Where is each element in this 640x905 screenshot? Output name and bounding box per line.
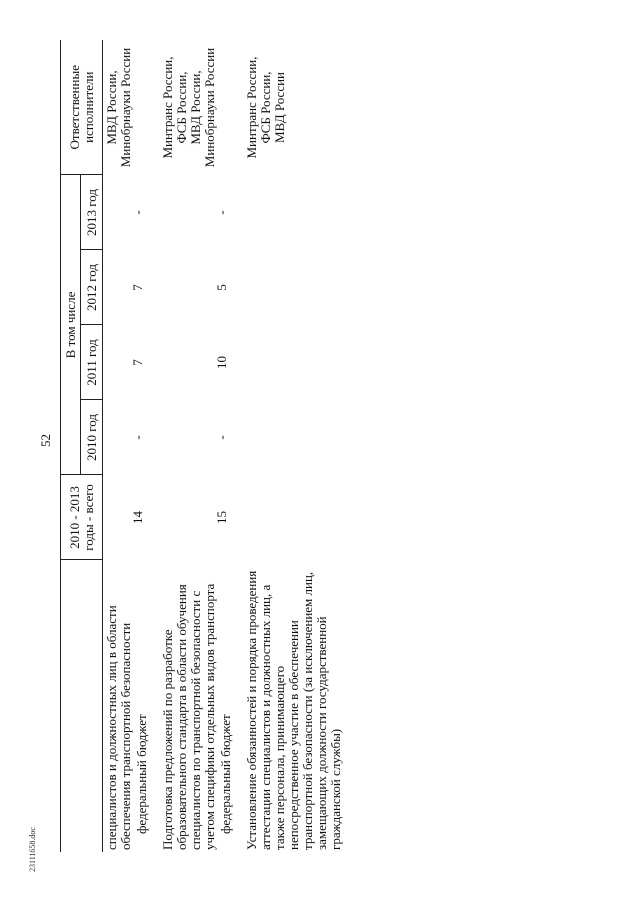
responsible-line: МВД России, bbox=[188, 70, 203, 145]
cell-2010: - bbox=[214, 435, 229, 440]
header-period-total: 2010 - 2013 годы - всего bbox=[61, 475, 103, 560]
cell-2013 bbox=[243, 175, 343, 250]
cell-2010 bbox=[243, 400, 343, 475]
cell-responsible bbox=[103, 40, 150, 175]
table-row bbox=[159, 40, 233, 852]
cell-2010: - bbox=[130, 435, 145, 440]
cell-2012 bbox=[243, 250, 343, 325]
responsible-line: МВД России, bbox=[104, 70, 119, 145]
row-text: Установление обязанностей и порядка проведения аттестации специалистов и должностных лиц, а также персонала, принимающего непосредственное участие в обеспечении транспортной безопасности (за исключением лиц, замещающих должности государственной гражданской службы) bbox=[244, 570, 343, 850]
cell-2011: 7 bbox=[130, 359, 145, 366]
cell-2011 bbox=[243, 325, 343, 400]
page-number: 52 bbox=[38, 434, 53, 447]
row-text: специалистов и должностных лиц в области обеспечения транспортной безопасности bbox=[104, 605, 133, 850]
cell-total: 15 bbox=[214, 511, 229, 524]
header-year-2011: 2011 год bbox=[81, 325, 103, 400]
header-responsible: Ответственные исполнители bbox=[61, 40, 103, 175]
program-table bbox=[60, 40, 343, 852]
cell-total bbox=[243, 475, 343, 560]
cell-total: 14 bbox=[130, 511, 145, 524]
responsible-line: МВД России bbox=[272, 71, 287, 144]
budget-label: федеральный бюджет bbox=[218, 714, 233, 834]
cell-responsible bbox=[159, 40, 233, 175]
cell-2013: - bbox=[130, 210, 145, 215]
table-row bbox=[243, 40, 343, 852]
responsible-line: ФСБ России, bbox=[174, 71, 189, 144]
row-description bbox=[159, 560, 233, 852]
header-year-2013: 2013 год bbox=[81, 175, 103, 250]
header-year-2010: 2010 год bbox=[81, 400, 103, 475]
row-description bbox=[103, 560, 150, 852]
responsible-line: Минобрнауки России bbox=[202, 47, 217, 168]
responsible-line: Минтранс России, bbox=[160, 56, 175, 159]
cell-responsible bbox=[243, 40, 343, 175]
row-text: Подготовка предложений по разработке образовательного стандарта в области обучения специалистов по транспортной безопасности с учетом специфики отдельных видов транспорта bbox=[160, 583, 217, 850]
row-description bbox=[243, 560, 343, 852]
cell-2012: 7 bbox=[130, 284, 145, 291]
file-code: 23111658.doc bbox=[28, 827, 37, 872]
table-row bbox=[103, 40, 150, 852]
cell-2012: 5 bbox=[214, 284, 229, 291]
header-year-2012: 2012 год bbox=[81, 250, 103, 325]
header-blank-cell bbox=[61, 560, 103, 852]
responsible-line: Минтранс России, bbox=[244, 56, 259, 159]
budget-label: федеральный бюджет bbox=[134, 714, 149, 834]
responsible-line: Минобрнауки России bbox=[118, 47, 133, 168]
responsible-line: ФСБ России, bbox=[258, 71, 273, 144]
table-header bbox=[61, 40, 103, 852]
cell-2011: 10 bbox=[214, 356, 229, 369]
header-including: В том числе bbox=[61, 175, 81, 475]
rotated-page bbox=[60, 40, 602, 852]
cell-2013: - bbox=[214, 210, 229, 215]
